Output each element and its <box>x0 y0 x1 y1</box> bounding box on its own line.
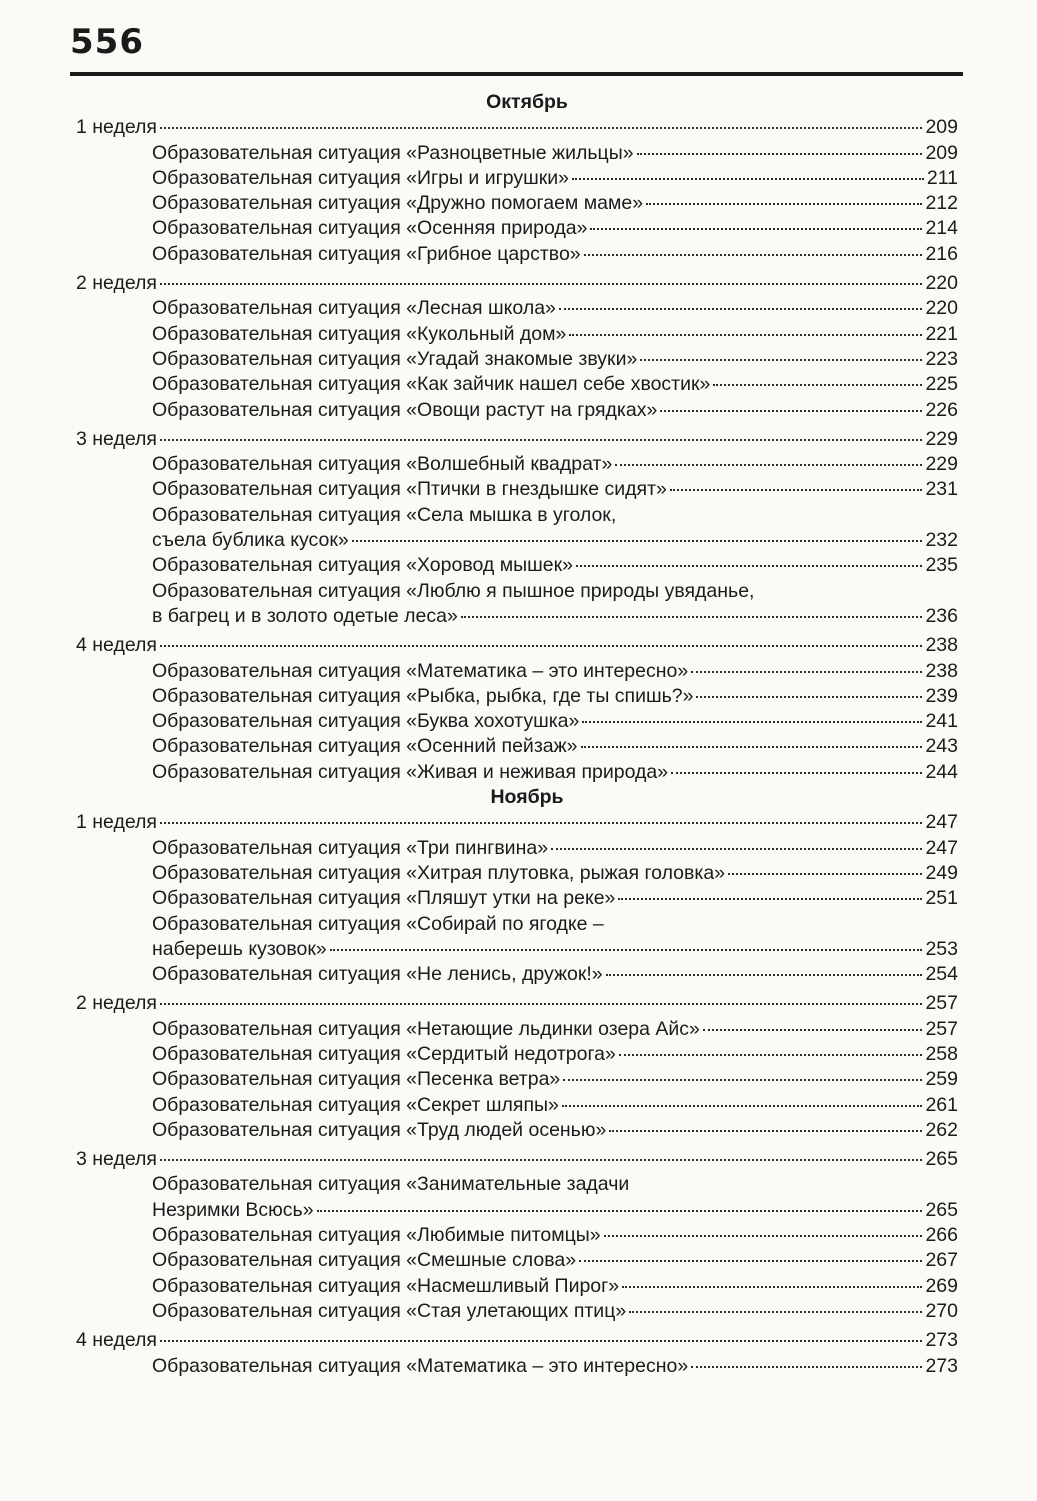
entry-title: съела бублика кусок» <box>152 529 349 552</box>
page-ref: 254 <box>925 963 958 986</box>
entry-title-line: Образовательная ситуация «Собирай по ягодке – <box>152 912 604 935</box>
week-entry <box>76 991 958 1016</box>
page-ref: 239 <box>925 684 958 707</box>
week-entry <box>76 271 958 296</box>
toc-entry <box>76 191 958 216</box>
toc-entry <box>76 1042 958 1067</box>
toc-entry <box>76 604 958 629</box>
week-label: 1 неделя <box>76 116 157 139</box>
week-entry <box>76 633 958 658</box>
week-entry <box>76 427 958 452</box>
page-ref: 262 <box>925 1118 958 1141</box>
entry-title: Образовательная ситуация «Буква хохотушка» <box>152 710 580 733</box>
page-ref: 236 <box>925 604 958 627</box>
dot-leader <box>551 848 922 850</box>
entry-title: Образовательная ситуация «Осенняя природа» <box>152 217 588 240</box>
dot-leader <box>160 283 922 285</box>
toc-entry <box>76 528 958 553</box>
toc-entry <box>76 709 958 734</box>
week-label: 2 неделя <box>76 992 157 1015</box>
dot-leader <box>581 746 923 748</box>
dot-leader <box>691 671 922 673</box>
entry-title: в багрец и в золото одетые леса» <box>152 604 458 627</box>
toc-entry <box>76 398 958 423</box>
week-label: 2 неделя <box>76 272 157 295</box>
dot-leader <box>160 1159 922 1161</box>
page-ref: 223 <box>925 347 958 370</box>
page-ref: 266 <box>925 1224 958 1247</box>
dot-leader <box>696 696 922 698</box>
entry-title: Образовательная ситуация «Труд людей осенью» <box>152 1118 607 1141</box>
toc-entry <box>76 1093 958 1118</box>
page-ref: 243 <box>925 735 958 758</box>
dot-leader <box>615 464 922 466</box>
toc-entry <box>76 372 958 397</box>
dot-leader <box>637 153 923 155</box>
page-ref: 247 <box>925 811 958 834</box>
dot-leader <box>604 1235 923 1237</box>
table-of-contents <box>76 90 958 1379</box>
toc-entry <box>76 1274 958 1299</box>
page-ref: 211 <box>926 166 958 189</box>
toc-entry <box>76 242 958 267</box>
page-ref: 265 <box>925 1148 958 1171</box>
page-ref: 261 <box>925 1093 958 1116</box>
entry-title: Образовательная ситуация «Насмешливый Пирог» <box>152 1274 620 1297</box>
page-ref: 229 <box>925 453 958 476</box>
page-ref: 265 <box>925 1198 958 1221</box>
toc-entry <box>76 1299 958 1324</box>
toc-entry <box>76 734 958 759</box>
week-label: 3 неделя <box>76 1148 157 1171</box>
dot-leader <box>160 1340 922 1342</box>
entry-title: Образовательная ситуация «Овощи растут на грядках» <box>152 398 658 421</box>
dot-leader <box>579 1260 922 1262</box>
page-ref: 231 <box>925 478 958 501</box>
toc-entry <box>76 1248 958 1273</box>
page-ref: 241 <box>925 710 958 733</box>
page-ref: 267 <box>925 1249 958 1272</box>
page-ref: 238 <box>925 659 958 682</box>
month-section <box>76 90 958 785</box>
entry-title: Образовательная ситуация «Не ленись, дружок!» <box>152 963 603 986</box>
dot-leader <box>670 489 923 491</box>
page-ref: 249 <box>925 861 958 884</box>
dot-leader <box>646 203 922 205</box>
dot-leader <box>160 439 922 441</box>
page-ref: 273 <box>925 1329 958 1352</box>
dot-leader <box>572 178 924 180</box>
dot-leader <box>590 228 922 230</box>
dot-leader <box>317 1210 923 1212</box>
dot-leader <box>671 772 922 774</box>
entry-title: Образовательная ситуация «Секрет шляпы» <box>152 1093 559 1116</box>
page-ref: 226 <box>925 398 958 421</box>
entry-title: Образовательная ситуация «Грибное царство» <box>152 242 581 265</box>
page-ref: 258 <box>925 1042 958 1065</box>
month-heading: Октябрь <box>486 91 568 113</box>
week-label: 4 неделя <box>76 1329 157 1352</box>
toc-entry <box>76 962 958 987</box>
dot-leader <box>609 1130 922 1132</box>
page-ref: 232 <box>925 529 958 552</box>
entry-title: Образовательная ситуация «Игры и игрушки» <box>152 166 570 189</box>
toc-entry <box>76 452 958 477</box>
month-section <box>76 785 958 1379</box>
entry-title: Образовательная ситуация «Песенка ветра» <box>152 1068 561 1091</box>
dot-leader <box>619 1054 923 1056</box>
dot-leader <box>703 1029 923 1031</box>
entry-title: Образовательная ситуация «Три пингвина» <box>152 836 549 859</box>
dot-leader <box>640 359 922 361</box>
entry-title: Образовательная ситуация «Пляшут утки на реке» <box>152 887 616 910</box>
page-ref: 257 <box>925 1017 958 1040</box>
dot-leader <box>160 1003 922 1005</box>
page-ref: 214 <box>925 217 958 240</box>
dot-leader <box>618 898 922 900</box>
dot-leader <box>461 616 923 618</box>
toc-entry <box>76 553 958 578</box>
toc-entry <box>76 347 958 372</box>
page-ref: 273 <box>925 1354 958 1377</box>
page-ref: 235 <box>925 554 958 577</box>
page-ref: 220 <box>925 272 958 295</box>
toc-entry <box>76 1198 958 1223</box>
page-ref: 209 <box>925 116 958 139</box>
toc-entry <box>76 1118 958 1143</box>
toc-entry <box>76 166 958 191</box>
dot-leader <box>562 1105 923 1107</box>
page-ref: 244 <box>925 760 958 783</box>
page-ref: 238 <box>925 634 958 657</box>
toc-entry <box>76 477 958 502</box>
dot-leader <box>629 1311 922 1313</box>
dot-leader <box>352 540 923 542</box>
toc-entry <box>76 1223 958 1248</box>
dot-leader <box>569 334 922 336</box>
dot-leader <box>660 410 922 412</box>
week-entry <box>76 810 958 835</box>
entry-title: Образовательная ситуация «Живая и неживая природа» <box>152 760 669 783</box>
dot-leader <box>728 873 922 875</box>
entry-title-line: Образовательная ситуация «Села мышка в уголок, <box>152 503 617 526</box>
toc-entry <box>76 684 958 709</box>
entry-title: Образовательная ситуация «Дружно помогаем маме» <box>152 192 644 215</box>
dot-leader <box>606 974 923 976</box>
page-ref: 212 <box>925 192 958 215</box>
toc-entry <box>76 937 958 962</box>
entry-title: Незримки Всюсь» <box>152 1198 314 1221</box>
page-ref: 251 <box>925 887 958 910</box>
dot-leader <box>582 721 922 723</box>
dot-leader <box>559 308 923 310</box>
entry-title: Образовательная ситуация «Смешные слова» <box>152 1249 577 1272</box>
page-ref: 257 <box>925 992 958 1015</box>
page-ref: 216 <box>925 242 958 265</box>
page-ref: 229 <box>925 427 958 450</box>
week-label: 1 неделя <box>76 811 157 834</box>
entry-title: Образовательная ситуация «Любимые питомцы» <box>152 1224 601 1247</box>
dot-leader <box>713 384 922 386</box>
dot-leader <box>160 645 922 647</box>
dot-leader <box>160 822 922 824</box>
toc-entry <box>76 659 958 684</box>
page-ref: 253 <box>925 937 958 960</box>
toc-entry <box>76 141 958 166</box>
toc-entry <box>76 1017 958 1042</box>
dot-leader <box>330 949 923 951</box>
page-ref: 209 <box>925 141 958 164</box>
entry-title: Образовательная ситуация «Математика – это интересно» <box>152 1354 689 1377</box>
toc-entry <box>76 216 958 241</box>
entry-title: Образовательная ситуация «Нетающие льдинки озера Айс» <box>152 1017 700 1040</box>
toc-entry <box>76 322 958 347</box>
dot-leader <box>576 565 922 567</box>
entry-title-line: Образовательная ситуация «Занимательные задачи <box>152 1173 630 1196</box>
toc-entry <box>76 861 958 886</box>
entry-title: Образовательная ситуация «Угадай знакомые звуки» <box>152 347 638 370</box>
week-entry <box>76 1147 958 1172</box>
entry-title: Образовательная ситуация «Рыбка, рыбка, где ты спишь?» <box>152 684 694 707</box>
week-label: 3 неделя <box>76 427 157 450</box>
page-ref: 270 <box>925 1299 958 1322</box>
entry-title: Образовательная ситуация «Как зайчик нашел себе хвостик» <box>152 373 711 396</box>
toc-entry <box>76 836 958 861</box>
dot-leader <box>622 1286 922 1288</box>
page-ref: 220 <box>925 297 958 320</box>
page-ref: 225 <box>925 373 958 396</box>
dot-leader <box>584 254 923 256</box>
week-entry <box>76 1328 958 1353</box>
toc-entry <box>76 886 958 911</box>
entry-title: Образовательная ситуация «Разноцветные жильцы» <box>152 141 634 164</box>
week-entry <box>76 115 958 140</box>
page-ref: 247 <box>925 836 958 859</box>
entry-title: Образовательная ситуация «Волшебный квадрат» <box>152 453 613 476</box>
entry-title: Образовательная ситуация «Хитрая плутовка, рыжая головка» <box>152 861 726 884</box>
dot-leader <box>691 1366 922 1368</box>
page-ref: 221 <box>925 322 958 345</box>
toc-entry <box>76 296 958 321</box>
entry-title: Образовательная ситуация «Птички в гнездышке сидят» <box>152 478 667 501</box>
month-heading: Ноябрь <box>490 786 564 809</box>
entry-title: Образовательная ситуация «Стая улетающих птиц» <box>152 1299 627 1322</box>
toc-entry <box>76 1354 958 1379</box>
entry-title: Образовательная ситуация «Математика – это интересно» <box>152 659 689 682</box>
entry-title: Образовательная ситуация «Хоровод мышек» <box>152 554 573 577</box>
week-label: 4 неделя <box>76 634 157 657</box>
page-number: 556 <box>70 22 144 62</box>
toc-entry <box>76 1067 958 1092</box>
dot-leader <box>160 127 922 129</box>
page-ref: 269 <box>925 1274 958 1297</box>
entry-title: наберешь кузовок» <box>152 937 327 960</box>
toc-entry <box>76 760 958 785</box>
entry-title: Образовательная ситуация «Кукольный дом» <box>152 322 567 345</box>
entry-title-line: Образовательная ситуация «Люблю я пышное природы увяданье, <box>152 579 755 602</box>
entry-title: Образовательная ситуация «Осенний пейзаж» <box>152 735 578 758</box>
entry-title: Образовательная ситуация «Лесная школа» <box>152 297 556 320</box>
entry-title: Образовательная ситуация «Сердитый недотрога» <box>152 1042 616 1065</box>
page-ref: 259 <box>925 1068 958 1091</box>
dot-leader <box>563 1079 922 1081</box>
header-rule <box>70 72 963 76</box>
